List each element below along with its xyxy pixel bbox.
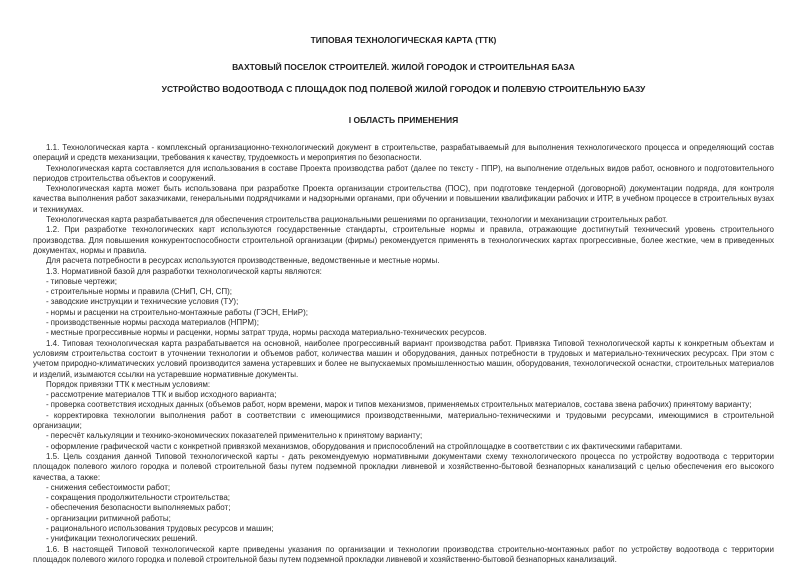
list-item: - местные прогрессивные нормы и расценки, нормы затрат труда, нормы расхода материально-технических ресурсов.	[46, 328, 487, 338]
list-item: - рационального использования трудовых ресурсов и машин;	[46, 523, 274, 533]
paragraph: Технологическая карта может быть использована при разработке Проекта организации строительства (ПОС), при подготовке тендерной (договорной) документации подряда, для контроля качества выполнения работ заказчиками, генеральными подрядчиками и надзорными органами, при обучении и повышении квалификации рабочих и ИТР, в учебном процессе в строительных вузах и техникумах.	[33, 184, 774, 214]
document-title: ТИПОВАЯ ТЕХНОЛОГИЧЕСКАЯ КАРТА (ТТК)	[310, 35, 497, 45]
list-item: - обеспечения безопасности выполняемых работ;	[46, 503, 231, 513]
list-item: - заводские инструкции и технические условия (ТУ);	[46, 297, 239, 307]
list-item: - производственные нормы расхода материалов (НПРМ);	[46, 318, 259, 328]
paragraph: 1.2. При разработке технологических карт используются государственные стандарты, строительные нормы и правила, отражающие достигнутый технический уровень строительного производства. Для повышения конкурентоспособности строительной организации (фирмы) рекомендуется применять в технологических картах прогрессивные, более жесткие, чем в приведенных документах, нормы и правила.	[33, 225, 774, 255]
document-body	[33, 143, 774, 565]
paragraph: 1.6. В настоящей Типовой технологической карте приведены указания по организации и технологии производства строительно-монтажных работ по устройству водоотвода с территории площадок полевого жилого городка и полевой строительной базы путем подземной прокладки ливневой и хозяйственно-бытовой безнапорных канализаций.	[33, 544, 774, 564]
document-subtitle-work: УСТРОЙСТВО ВОДООТВОДА С ПЛОЩАДОК ПОД ПОЛЕВОЙ ЖИЛОЙ ГОРОДОК И ПОЛЕВУЮ СТРОИТЕЛЬНУЮ БАЗУ	[161, 84, 646, 94]
paragraph: Технологическая карта разрабатывается для обеспечения строительства рациональными решениями по организации, технологии и механизации строительных работ.	[46, 215, 668, 225]
list-item: - корректировка технологии выполнения работ в соответствии с имеющимися производственными, материально-техническими и трудовыми ресурсами, имеющимися в строительной организации;	[33, 410, 774, 431]
section-heading-application-area: I ОБЛАСТЬ ПРИМЕНЕНИЯ	[348, 115, 459, 125]
list-item: - оформление графической части с конкретной привязкой механизмов, оборудования и приспособлений на стройплощадке в соответствии с их фактическими габаритами.	[46, 441, 683, 451]
paragraph: Порядок привязки ТТК к местным условиям:	[46, 379, 211, 389]
list-item: - снижения себестоимости работ;	[46, 482, 171, 492]
paragraph: Для расчета потребности в ресурсах используются производственные, ведомственные и местные нормы.	[46, 256, 440, 266]
paragraph: Технологическая карта составляется для использования в составе Проекта производства работ (далее по тексту - ППР), на выполнение отдельных видов работ, основного и подготовительного периодов строительства объектов и сооружений.	[33, 163, 774, 183]
paragraph: 1.4. Типовая технологическая карта разрабатывается на основной, наиболее прогрессивный вариант производства работ. Привязка Типовой технологической карты к конкретным объектам и условиям строительства состоит в уточнении технологии и объемов работ, количества машин и оборудования, данных потребности в трудовых и материально-технических ресурсах. При этом с учетом природно-климатических условий производится замена устаревших и более не выпускаемых промышленностью машин, оборудования, технологической оснастки, строительных материалов и изделий, изымаются ссылки на устаревшие нормативные документы.	[33, 338, 774, 379]
list-item: - организации ритмичной работы;	[46, 513, 171, 523]
list-item: - пересчёт калькуляции и технико-экономических показателей применительно к принятому варианту;	[46, 431, 423, 441]
list-item: - сокращения продолжительности строительства;	[46, 493, 231, 503]
paragraph: 1.3. Нормативной базой для разработки технологической карты являются:	[46, 266, 322, 276]
list-item: - типовые чертежи;	[46, 276, 117, 286]
document-subtitle-project: ВАХТОВЫЙ ПОСЕЛОК СТРОИТЕЛЕЙ. ЖИЛОЙ ГОРОДОК И СТРОИТЕЛЬНАЯ БАЗА	[232, 62, 575, 72]
list-item: - рассмотрение материалов ТТК и выбор исходного варианта;	[46, 390, 277, 400]
list-item: - унификации технологических решений.	[46, 534, 198, 544]
list-item: - строительные нормы и правила (СНиП, СН, СП);	[46, 287, 233, 297]
list-item: - проверка соответствия исходных данных (объемов работ, норм времени, марок и типов механизмов, применяемых строительных материалов, состава звена рабочих) принятому варианту;	[46, 400, 752, 410]
list-item: - нормы и расценки на строительно-монтажные работы (ГЭСН, ЕНиР);	[46, 307, 308, 317]
paragraph: 1.1. Технологическая карта - комплексный организационно-технологический документ в строительстве, разрабатываемый для выполнения технологического процесса и определяющий состав операций и средств механизации, требования к качеству, трудоемкость и мероприятия по безопасности.	[33, 143, 774, 163]
paragraph: 1.5. Цель создания данной Типовой технологической карты - дать рекомендуемую нормативными документами схему технологического процесса по устройству водоотвода с территории площадок полевого жилого городка и полевой строительной базы путем подземной прокладки ливневой и хозяйственно-бытовой безнапорных канализаций с целью обеспечения его высокого качества, а также:	[33, 451, 774, 482]
